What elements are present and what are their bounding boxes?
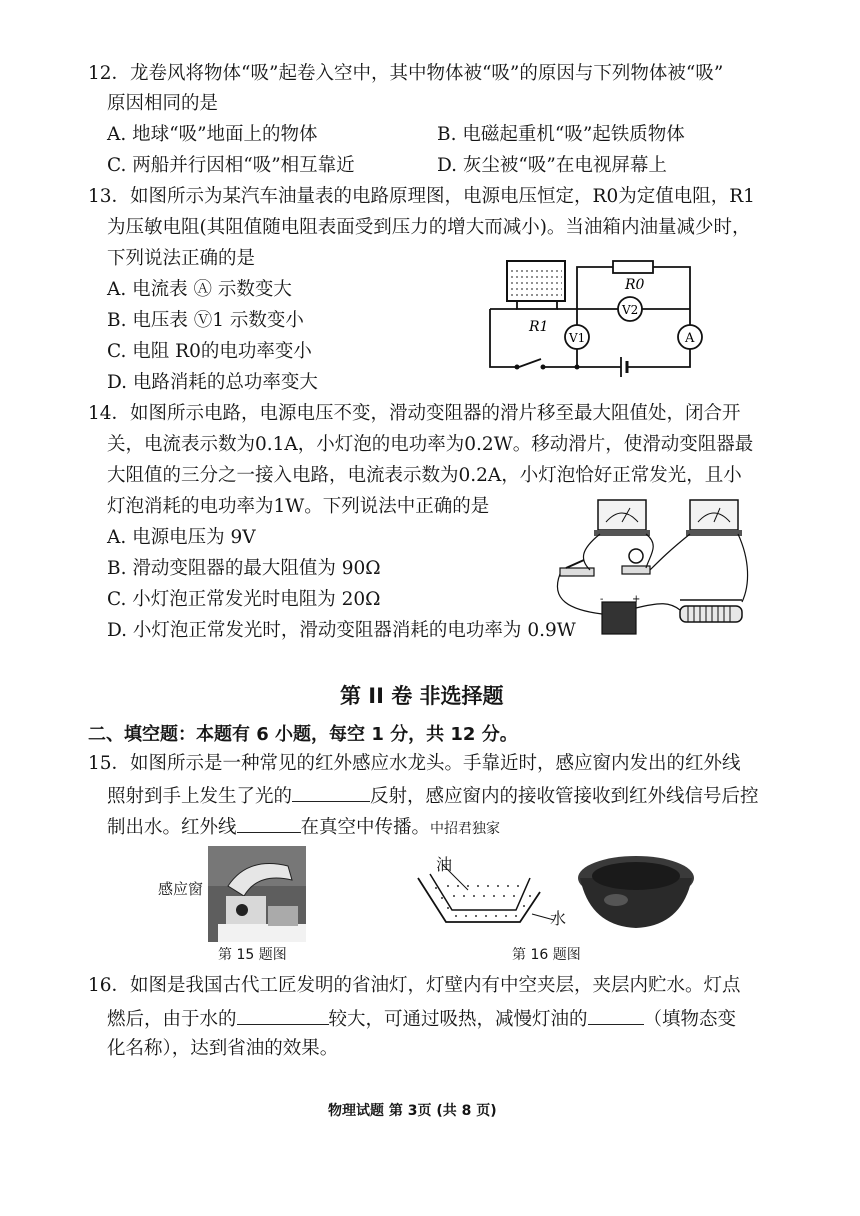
q13-fuel-gauge-circuit-diagram [485,255,715,380]
ammeter-icon [690,500,738,530]
svg-text:+: + [632,594,641,605]
q14-option-c: C. 小灯泡正常发光时电阻为 20Ω [107,589,381,610]
q12-option-c: C. 两船并行因相“吸”相互靠近 [107,155,355,176]
r0-resistor [613,261,653,273]
part2-title: 第 II 卷 非选择题 [340,684,504,708]
q14-option-d: D. 小灯泡正常发光时，滑动变阻器消耗的电功率为 0.9W [107,620,576,641]
voltmeter-icon [598,500,646,530]
svg-text:-: - [600,594,604,605]
q15-text-d: 在真空中传播。 [300,817,431,838]
q14-stem-line3: 大阻值的三分之一接入电路，电流表示数为0.2A，小灯泡恰好正常发光，且小 [107,465,742,486]
q13-stem-line1: 13．如图所示为某汽车油量表的电路原理图，电源电压恒定，R0为定值电阻，R1 [88,186,755,207]
q16-blank-2[interactable] [588,1006,644,1025]
q15-blank-2[interactable] [237,814,301,833]
oil-fill-icon [511,271,562,295]
q13-stem-line2: 为压敏电阻(其阻值随电阻表面受到压力的增大而减小)。当油箱内油量减少时， [107,217,751,238]
q15-faucet-photo [208,846,306,942]
water-dots-icon [435,887,531,917]
water-label: 水 [550,909,567,928]
q15-stem-line2 [107,783,759,809]
switch-icon [519,359,541,367]
q14-stem-line2: 关，电流表示数为0.1A，小灯泡的电功率为0.2W。移动滑片，使滑动变阻器最 [107,434,754,455]
sensor-window-label: 感应窗 [158,880,204,898]
q13-option-c: C. 电阻 R0的电功率变小 [107,341,312,362]
q16-blank-1[interactable] [237,1006,329,1025]
q12-option-b: B. 电磁起重机“吸”起铁质物体 [437,124,685,145]
q15-text-b: 反射，感应窗内的接收管接收到红外线信号后控 [370,786,759,807]
q16-caption: 第 16 题图 [512,947,581,963]
q15-text-a: 照射到手上发生了光的 [107,786,293,807]
q14-option-a: A. 电源电压为 9V [107,527,256,548]
q13-option-b: B. 电压表 Ⓥ1 示数变小 [107,310,304,331]
q14-stem-line1: 14．如图所示电路，电源电压不变，滑动变阻器的滑片移至最大阻值处，闭合开 [88,403,741,424]
oil-dots-icon [447,885,519,897]
q14-stem-line4: 灯泡消耗的电功率为1W。下列说法中正确的是 [107,496,490,517]
q15-caption: 第 15 题图 [218,947,287,963]
q15-stem-line3 [107,814,500,841]
v2-label: V2 [622,303,639,317]
q12-option-d: D. 灰尘被“吸”在电视屏幕上 [437,155,667,176]
q13-stem-line3: 下列说法正确的是 [107,248,256,269]
q16-stem-line3: 化名称），达到省油的效果。 [107,1038,339,1059]
battery-icon [602,602,636,634]
q16-lamp-bowl-photo [576,852,696,930]
q15-stem-line1: 15．如图所示是一种常见的红外感应水龙头。手靠近时，感应窗内发出的红外线 [88,753,741,774]
q16-text-a: 燃后，由于水的 [107,1009,237,1030]
q16-text-b: 较大，可通过吸热，减慢灯油的 [328,1009,588,1030]
page-footer: 物理试题 第 3页 (共 8 页) [328,1103,497,1119]
rheostat-icon [680,606,742,622]
r1-label: R1 [529,319,549,335]
light-bulb-icon [629,549,643,563]
a-label: A [685,331,695,346]
r1-resistor [517,301,557,309]
q14-option-b: B. 滑动变阻器的最大阻值为 90Ω [107,558,381,579]
q15-blank-1[interactable] [292,783,370,802]
q12-stem-line2: 原因相同的是 [107,93,219,114]
q13-option-d: D. 电路消耗的总功率变大 [107,372,318,393]
watermark-text: 中招君独家 [430,821,501,837]
q12-option-a: A. 地球“吸”地面上的物体 [107,124,318,145]
q16-stem-line2 [107,1006,736,1032]
part2-heading: 二、填空题：本题有 6 小题，每空 1 分，共 12 分。 [88,724,518,745]
q16-text-c: （填物态变 [643,1009,737,1030]
v1-label: V1 [569,331,586,345]
oil-label: 油 [436,855,453,874]
q12-stem-line1: 12．龙卷风将物体“吸”起卷入空中，其中物体被“吸”的原因与下列物体被“吸” [88,63,724,84]
r0-label: R0 [625,277,645,293]
q15-text-c: 制出水。红外线 [107,817,237,838]
q14-circuit-apparatus-illustration [550,490,755,638]
q13-option-a: A. 电流表 Ⓐ 示数变大 [107,279,292,300]
q16-stem-line1: 16．如图是我国古代工匠发明的省油灯，灯壁内有中空夹层，夹层内贮水。灯点 [88,975,741,996]
